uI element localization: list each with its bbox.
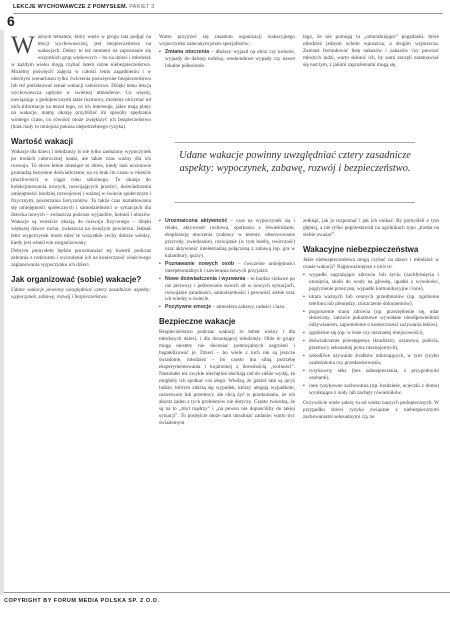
- list-item: [165, 49, 295, 70]
- bullet-text: – czas na wypoczynek się i relaks, aktywność ruchowa, spotkania z rówieśnikami, eksplorację otoczenia (zabawy w terenie, obserwowanie przyrody, zwiedzanie), rozwijanie (w tym hobby, twórczość) oraz aktywność intelektualną połączoną z zabawą (np. gra w kalambury, quizy).: [165, 218, 295, 259]
- bullet-title: Zmiana otoczenia: [165, 48, 210, 55]
- paragraph-jakie: Jakie niebezpieczeństwa mogą czyhać na dzieci i młodzież w czasie wakacji? Najpoważniejsze z nich to:: [303, 256, 439, 270]
- intro-paragraph: [11, 34, 151, 131]
- list-item: • szkodliwe używanie środków odurzających, w tym ryzyko uzależnienia czy przedawkowania,: [309, 353, 439, 367]
- paragraph-zasady: Warto przyjrzeć się zasadom organizacji wakacyjnego wypoczynku zalecanym przez specjalistów:: [159, 34, 295, 47]
- drop-cap: W: [11, 32, 35, 59]
- column-3: [303, 34, 439, 70]
- column-4: [159, 218, 295, 428]
- paragraph-dobry-pomysl: Dobrym pomysłem będzie porozmawiać tej kwestii podczas zebrania z rodzicami i wyczulenie ich na konieczność właściwego zaplanowania wypoczynku ich dzieci.: [11, 247, 151, 268]
- bullet-title: Poznawanie nowych osób: [165, 260, 235, 267]
- bullet-title: Urozmaicona aktywność: [165, 218, 228, 224]
- list-item: • utrata ważnych lub cennych przedmiotów (np. zgubienie telefonu lub pieniędzy, zniszczenie dokumentów),: [309, 294, 439, 308]
- series-title: LEKCJE WYCHOWAWCZE Z POMYSŁEM.: [13, 4, 128, 10]
- list-item: [165, 276, 295, 304]
- page-header: [0, 0, 450, 30]
- bullet-text: – atmosfera zabawy, radości i luzu.: [211, 304, 286, 311]
- paragraph-oczywiscie: Oczywiście wiele zależy tu od wieku naszych podopiecznych. W przypadku dzieci ryzyko związane z niebezpiecznymi zachowaniami seksualnymi czy ze: [303, 399, 439, 420]
- heading-jak-organizowac: Jak organizować (sobie) wakacje?: [11, 274, 142, 284]
- bullet-list-zasady: [159, 49, 295, 70]
- column-5: [303, 218, 439, 422]
- list-item: • zgubienie się (np. w lesie czy nieznanej miejscowości),: [309, 330, 439, 337]
- paragraph-wartosc: Wakacje dla dzieci i młodzieży to nie tylko zasłużony wypoczynek po trudach całorocznej nauki, ale także czas ważny dla ich rozwoju. To okres letnie miesiące to okres, kiedy nasi uczniowie gromadzą bezcenne doświadczenie, na co brak im czasu w mieście (możliwości) w ciągu roku szkolnego. To okazja do kolekcjonowania nowych, rozwijających przeżyć, doświadczenia umiejętności bardziej rozwojowej i ważnej w świecie społecznym i fizycznym, poszerzania horyzontów. To także czas kształtowania się umiejętności społecznych i samodzielności w sytuacjach dla dziecka nowych – zwłaszcza podczas wyjazdów, kolonii i obozów. Wakacje są wreszcie okazją do rozwoju fizycznego – dzięki większej dawce ruchu, zwłaszcza na świeżym powietrzu. Jednak letni wypoczynek może mieć te wszystkie cechy dobrze wiedzy, kiedy jest właściwie zorganizowany.: [11, 149, 151, 246]
- list-item: • wypadki zagrażające zdrowiu lub życiu (zachłyśnięcia i utonięcia, skoki do wody na główkę, upadki z wysokości, pogryzienie przez psa, wypadki komunikacyjne i inne),: [309, 272, 439, 293]
- heading-bezpieczne-wakacje: Bezpieczne wakacje: [159, 317, 236, 327]
- list-item: • pogorszenie stanu zdrowia (np. przeziębienie się, udar słoneczny, zatrucie pokarmowe wywołane nieodpowiednim odżywianiem, zapomnienie o konieczności zażywania leków),: [309, 309, 439, 330]
- pull-quote: [155, 140, 435, 210]
- list-item: [165, 304, 295, 311]
- bullet-text: – ćwiczenie umiejętności interpersonalnych i zawierania nowych przyjaźni.: [165, 260, 295, 274]
- footer-rule: [4, 592, 450, 593]
- heading-wartosc-wakacji: Wartość wakacji: [11, 137, 73, 147]
- quote-bottom-rule: [175, 202, 415, 203]
- heading-wakacyjne-niebezpieczenstwa: Wakacyjne niebezpieczeństwa: [303, 244, 419, 254]
- list-item: • doświadczenie przestępstwa (kradzieży, oszustwa, pobicia, przemocy seksualnej przez nieznajomych),: [309, 338, 439, 352]
- paragraph-bezpieczne: Bezpieczeństwo podczas wakacji to temat ważny i dla młodszych dzieci, i dla dorastającej młodzieży. Obie te grupy mogą niestety nie doceniać potencjalnych zagrożeń i bagatelizować je. Dzieci – bo wiele z nich nie są jeszcze świadome, młodzież – bo często ma silną potrzebę eksperymentowania i kojarzonej z dorosłością „wolności”. Nastolatki też zwykle niechętnie słuchają rad do siebie wydaj, że mogłoby ich spotkać coś złego. Wiedzą, że gdzieś tam są jacyś ludzie, którym zdarzą się wypadek, którzy ulegają wypadkom, oszustwom lub przemocy, ale chcą żyć w przekonaniu, że ich akurat żaden z tych problemów nie dotyczy. Często twierdzą, że są na to „zbyt mądrzy” i „na pewno nie dopuściliby do takiej sytuacji”. To podejście może nam utrudniać zadanie; warto być świadomym: [159, 329, 295, 426]
- bullet-title: Pozytywne emocje: [165, 304, 212, 311]
- column-2: [159, 34, 295, 71]
- page-edge-stripe: [0, 30, 4, 595]
- column-1: [11, 34, 151, 301]
- list-item: [165, 261, 295, 275]
- list-item: • ryzykowny seks (bez zabezpieczenia, z przygodnymi osobami),: [309, 368, 439, 382]
- publication-title: [13, 4, 154, 10]
- pakiet-label: PAKIET 3: [129, 4, 155, 10]
- header-rule: [13, 13, 443, 14]
- copyright-text: COPYRIGHT BY FORUM MEDIA POLSKA SP. Z O.O.: [4, 598, 160, 604]
- page-number: 6: [7, 13, 15, 29]
- bullet-list-aktywnosci: [159, 218, 295, 311]
- intro-text: ażnym tematem, który warto w progu lata podjąć na lekcji wychowawczej, jest bezpieczeństwo na wakacjach. Dobry to też moment na zapoznanie się wszystkich grup wiekowych – bo na dzieci i młodzież w każdym wieku mogą czyhać latem różne niebezpieczeństwa. Możemy poświęcić zajęcia w całości temu zagadnieniu i w obecnym scenariuszu tylko ćwiczenia poświęcone bezpieczeństwu lub też potraktować temat wakacji całościowo. Dzięki temu lekcja wychowawcza upłynie w świetnej atmosferze. Co więcej, nawiązując z podopiecznymi takie rozmowy, możemy otrzymać od nich informacje na temat tego, co ich interesuje, jakie mają plany na wakacje, mamy okazję przybliżać im sposoby spędzania wolnego czasu, co również może zwiększyć ich bezpieczeństwo (brak nudy to mniejsza pokusa niepotrzebnego ryzyka).: [11, 34, 151, 131]
- paragraph-jak: Udane wakacje powinny uwzględniać cztery zasadnicze aspekty: wypoczynek, zabawę, rozwój i bezpieczeństwo.: [11, 286, 151, 300]
- quote-top-rule: [175, 142, 415, 143]
- paragraph-zetknac: zetknąć, jak je rozpoznać i jak ich unikać. By pomyśleli o tym głębiej, a nie tylko poprzestawali na ogólnikach typu „trzeba na siebie uważać”.: [303, 218, 439, 238]
- list-item: • inne ryzykowne zachowania (np. kradzieże, ucieczki z domu) wynikające z nudy lub zachęty rówieśników.: [309, 383, 439, 397]
- bullet-title: Nowe doświadczenia i wyzwania: [165, 275, 246, 282]
- page-footer: [0, 592, 450, 620]
- bullet-text: – dłuższy wyjazd na obóz czy kolonie, wyjazdy do dalszej rodziny, weekendowe wypady czy nawet lokalne półkolonie.: [165, 48, 295, 69]
- list-item: [165, 218, 295, 260]
- paragraph-pogadanki: tego, że nie pomogą tu „umoralniające” pogadanki, które młodzież jednym uchem wpuszcza, a drugim wypuszcza. Zamiast formułować listę nakazów i zakazów czy pouczać młodych ludzi, warto skłonić ich, by sami zaczęli zastanawiać się nad tym, z jakimi zagrożeniami mogą się: [303, 34, 439, 68]
- bullet-text: – to bardzo ciekawe po raz pierwszy i próbowanie swoich sił w nowych sytuacjach, rozwijanie zaradności, samodzielności i pewności siebie oraz ich wiedzy o świecie.: [165, 275, 296, 303]
- bullet-list-zagrozenia: [303, 272, 439, 397]
- quote-text: Udane wakacje powinny uwzględniać cztery zasadnicze aspekty: wypoczynek, zabawę, rozwój i bezpieczeństwo.: [179, 150, 411, 174]
